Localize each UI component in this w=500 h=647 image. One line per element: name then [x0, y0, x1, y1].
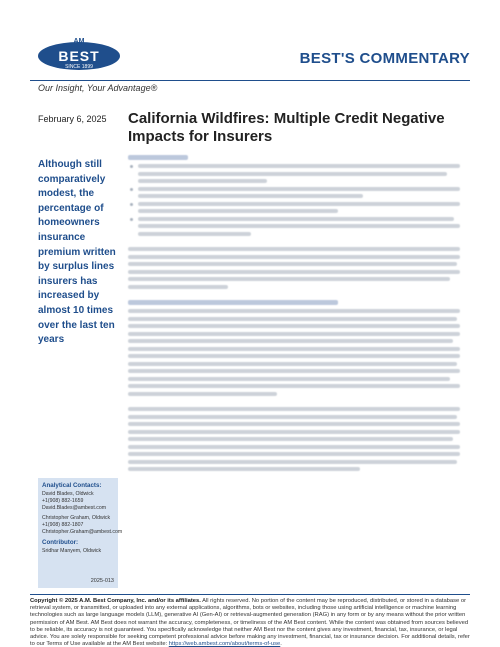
footer-divider [30, 594, 470, 595]
publication-title: BEST'S COMMENTARY [299, 50, 470, 67]
blurred-paragraph [128, 247, 460, 289]
pull-quote: Although still comparatively modest, the percentage of homeowners insurance premium written by surplus lines insurers has increased by almost 10 times over the last ten years [38, 159, 116, 346]
document-code: 2025-013 [90, 578, 114, 584]
blurred-paragraph [128, 407, 460, 471]
logo-best-text: BEST [58, 48, 100, 64]
article-body-blurred [128, 155, 460, 475]
contact-phone: +1(908) 882-1807 [42, 522, 84, 528]
publication-date: February 6, 2025 [38, 114, 107, 124]
blurred-bullet [128, 164, 460, 187]
contact-email[interactable]: David.Blades@ambest.com [42, 505, 107, 511]
am-best-logo[interactable] [38, 38, 120, 74]
contact-phone: +1(908) 882-1659 [42, 498, 84, 504]
copyright-footer: Copyright © 2025 A.M. Best Company, Inc. and/or its affiliates. All rights reserved. No portion of the content may be reproduced, distributed, or stored in a database or retrieval system, or transmitted, or uploaded into any external applications, algorithms, bots or websites, including those using artificial intelligence or machine learning technologies such as large language models (LLM), generative AI (Gen-AI) or retrieval-augmented generation (RAG) in any form or by any means without the prior written permission of AM Best. AM Best does not warrant the accuracy, completeness, or timeliness of the AM Best content. While the content was obtained from sources believed to be reliable, its accuracy is not guaranteed. You specifically acknowledge that neither AM Best nor the content gives any investment, financial, tax, insurance, or legal advice. You are solely responsible for seeking competent professional advice before making any investment, financial, tax or insurance decision. For additional details, refer to our Terms of Use available at the AM Best website: https://web.ambest.com/about/terms-of-use. [30, 598, 470, 647]
tagline: Our Insight, Your Advantage® [38, 83, 158, 93]
contributor-name: Sridhar Manyem, Oldwick [42, 548, 102, 554]
logo-since-text: SINCE 1899 [65, 64, 93, 70]
logo-am-text: AM [73, 38, 85, 45]
analytical-contacts-box [38, 478, 123, 588]
contacts-heading: Analytical Contacts: [42, 482, 102, 489]
article-title: California Wildfires: Multiple Credit Negative Impacts for Insurers [128, 110, 445, 145]
blurred-paragraph [128, 309, 460, 396]
blurred-bullet [128, 187, 460, 202]
terms-of-use-link[interactable]: https://web.ambest.com/about/terms-of-use [168, 641, 281, 647]
blurred-bullet [128, 217, 460, 240]
contact-email[interactable]: Christopher.Graham@ambest.com [42, 529, 123, 535]
contact-name: Christopher Graham, Oldwick [42, 515, 111, 521]
copyright-bold: Copyright © 2025 A.M. Best Company, Inc. and/or its affiliates. [30, 598, 201, 604]
contributor-heading: Contributor: [42, 539, 79, 546]
page-header [0, 0, 500, 80]
header-divider [30, 80, 470, 81]
contact-name: David Blades, Oldwick [42, 491, 94, 497]
copyright-text: All rights reserved. No portion of the content may be reproduced, distributed, or stored in a database or retrieval system, or transmitted, or uploaded into any external applications, algorithms, bots or websites, including those using artificial intelligence or machine learning technologies such as large language models (LLM), generative AI (Gen-AI) or retrieval-augmented generation (RAG) in any form or by any means without the prior written permission of AM Best. AM Best does not warrant the accuracy, completeness, or timeliness of the AM Best content. While the content was obtained from sources believed to be reliable, its accuracy is not guaranteed. You specifically acknowledge that neither AM Best nor the content gives any investment, financial, tax, insurance, or legal advice. You are solely responsible for seeking competent professional advice before making any investment, financial, tax or insurance decision. For additional details, refer to our Terms of Use available at the AM Best website: [30, 598, 470, 647]
blurred-bullet [128, 202, 460, 217]
blurred-section-heading [128, 300, 338, 305]
blurred-section-heading [128, 155, 188, 160]
